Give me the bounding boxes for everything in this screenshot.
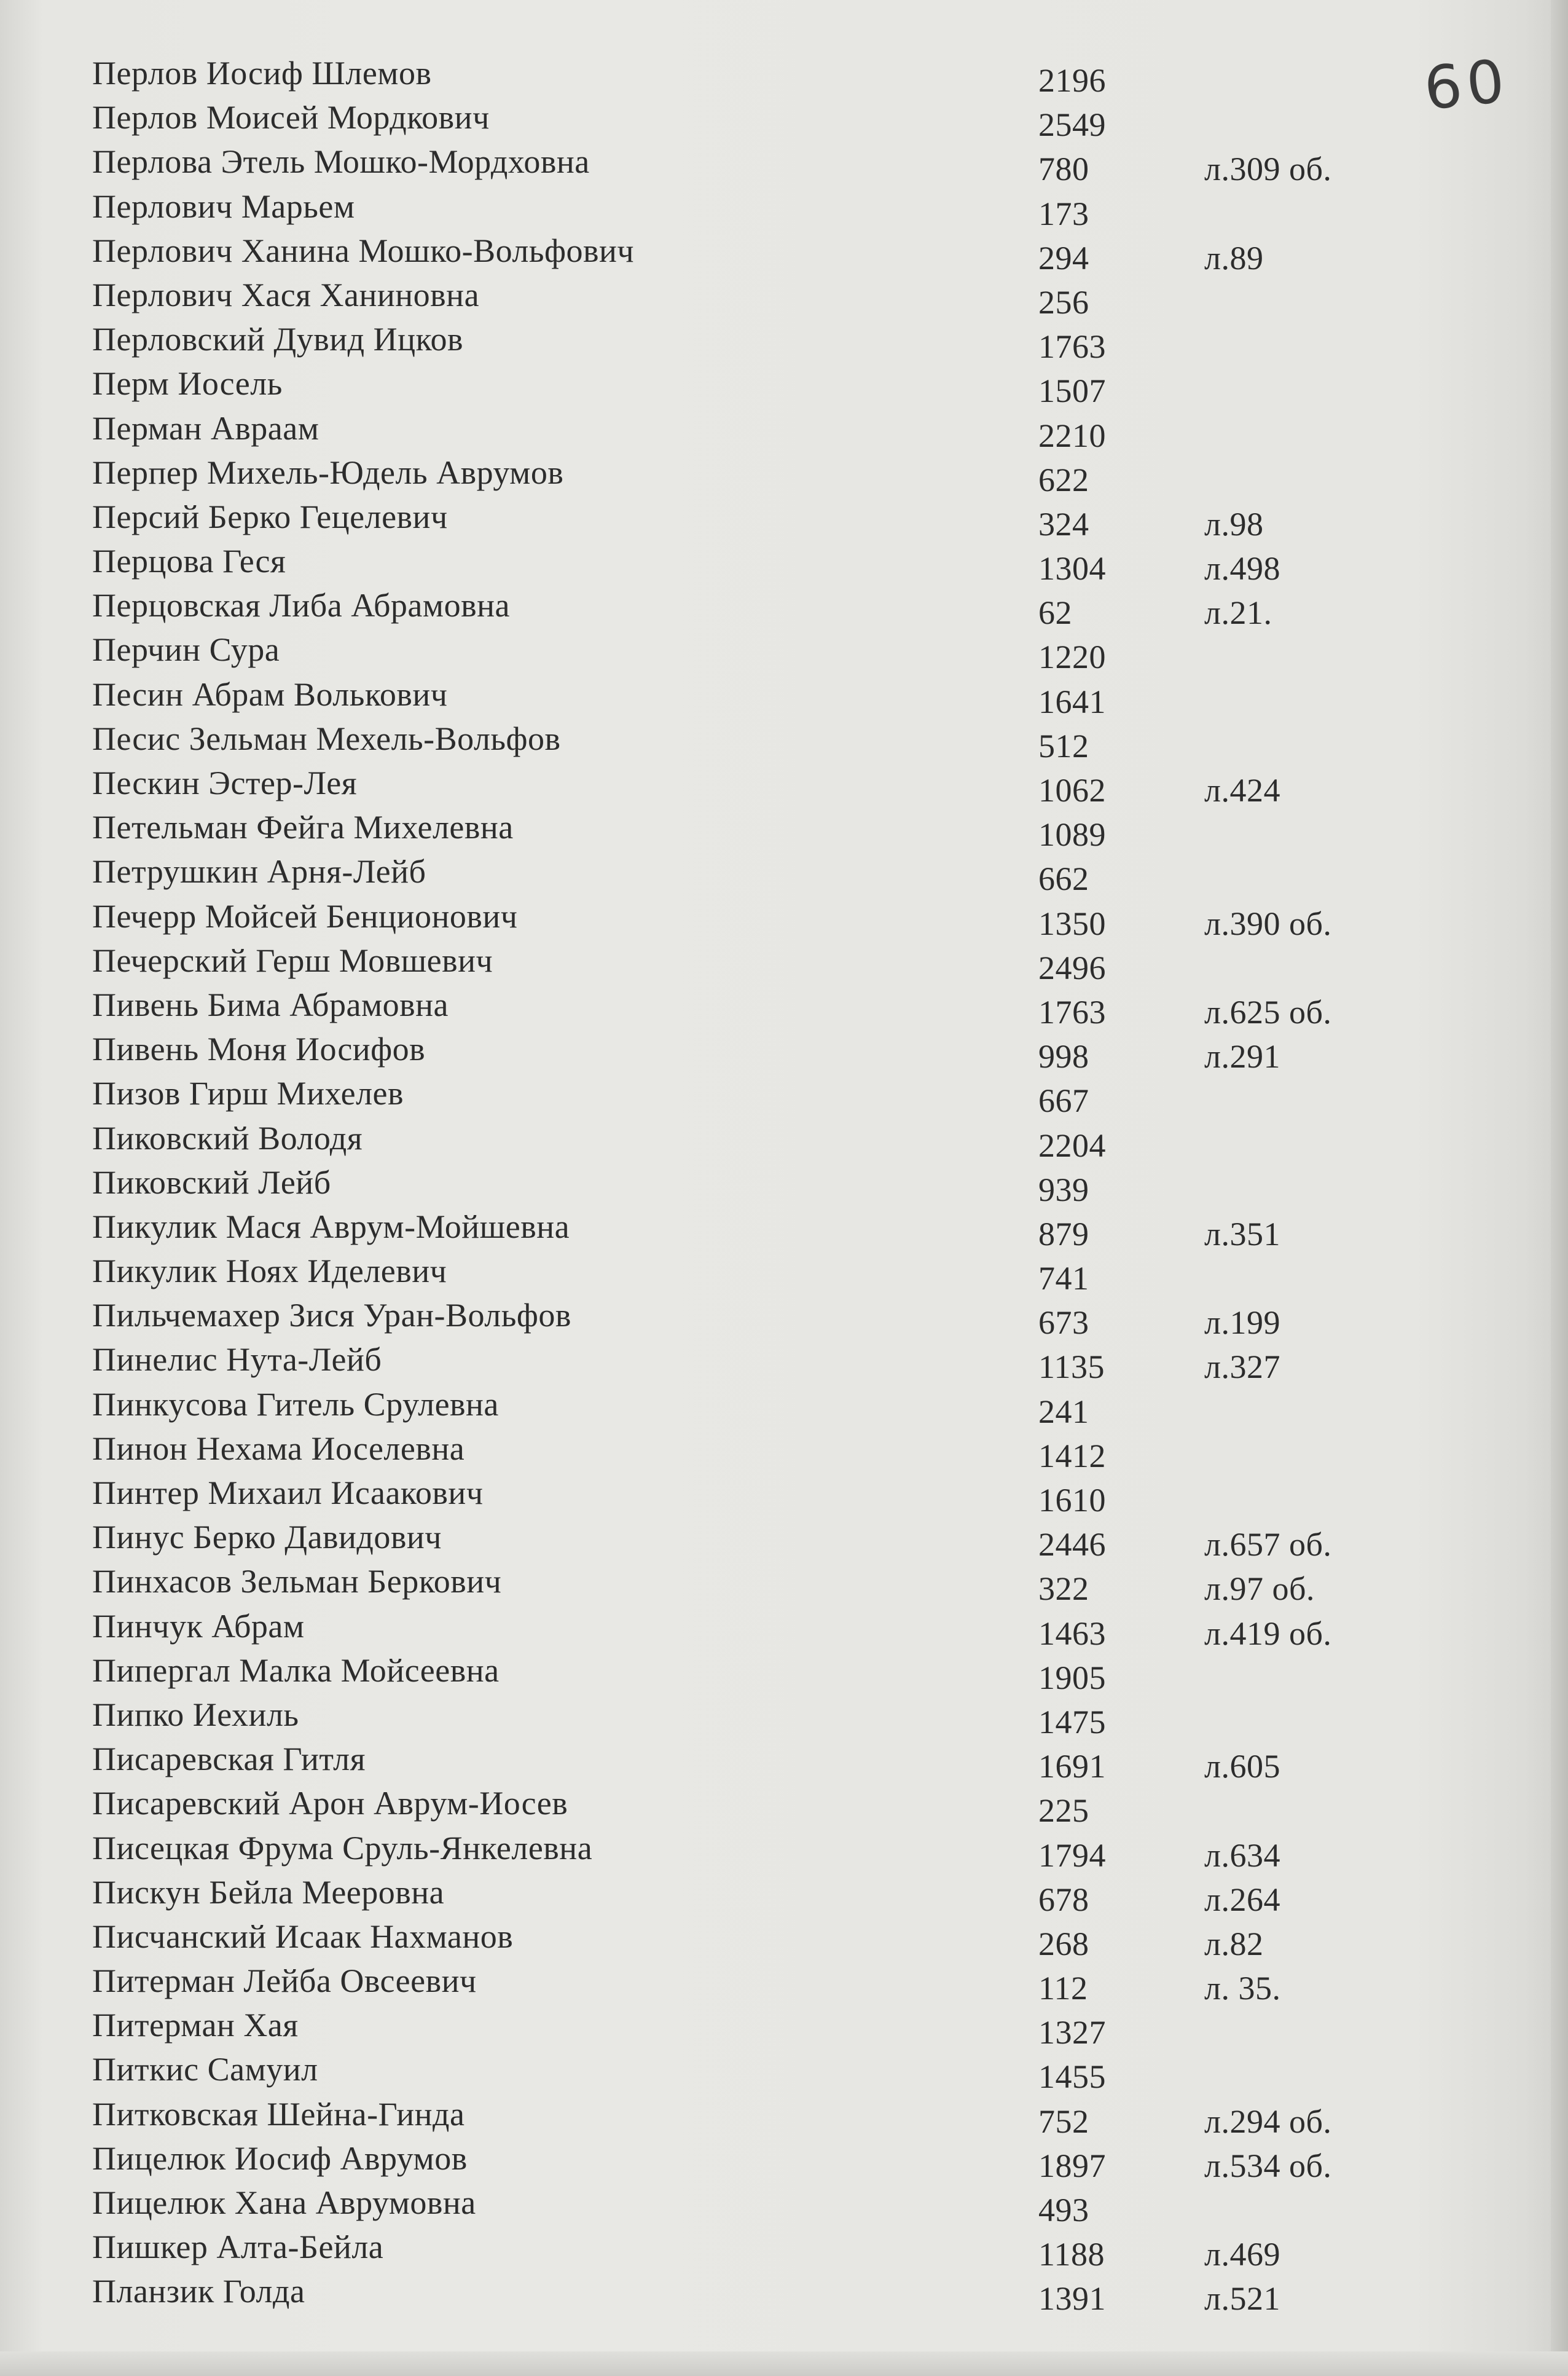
entry-name: Пиковский Лейб: [92, 1163, 331, 1201]
entry-name: Перцовская Либа Абрамовна: [92, 587, 510, 624]
entry-name: Петельман Фейга Михелевна: [92, 809, 514, 846]
list-item: [92, 720, 1382, 764]
entry-number: 741: [1038, 1260, 1089, 1297]
entry-name: Перлова Этель Мошко-Мордховна: [92, 143, 590, 181]
entry-number: 1610: [1038, 1482, 1106, 1519]
list-item: [92, 54, 1382, 98]
entry-name: Планзик Голда: [92, 2273, 305, 2310]
list-item: [92, 2006, 1382, 2050]
entry-number: 512: [1038, 727, 1089, 765]
list-item: [92, 1430, 1382, 1474]
entry-number: 752: [1038, 2103, 1089, 2140]
entry-number: 256: [1038, 283, 1089, 321]
list-item: [92, 1607, 1382, 1651]
entry-name: Перпер Михель-Юдель Аврумов: [92, 454, 564, 491]
entry-number: 1412: [1038, 1437, 1106, 1474]
entry-number: 225: [1038, 1792, 1089, 1830]
entry-name: Пипко Иехиль: [92, 1696, 299, 1733]
entry-sheet-reference: л.82: [1204, 1925, 1264, 1962]
entry-name: Пинелис Нута-Лейб: [92, 1341, 382, 1379]
entry-name: Перман Авраам: [92, 409, 319, 447]
entry-name: Печерский Герш Мовшевич: [92, 942, 493, 979]
entry-number: 1327: [1038, 2014, 1106, 2051]
entry-sheet-reference: л.291: [1204, 1038, 1280, 1076]
list-item: [92, 2050, 1382, 2095]
entry-sheet-reference: л.424: [1204, 772, 1280, 809]
entry-name: Перцова Геся: [92, 543, 286, 580]
entry-sheet-reference: л.534 об.: [1204, 2147, 1332, 2184]
entry-number: 1507: [1038, 372, 1106, 410]
entry-number: 622: [1038, 461, 1089, 498]
list-item: [92, 2184, 1382, 2228]
list-item: [92, 1296, 1382, 1340]
entry-number: 662: [1038, 860, 1089, 898]
list-item: [92, 675, 1382, 720]
entry-sheet-reference: л.199: [1204, 1304, 1280, 1342]
entry-name: Писаревский Арон Аврум-Иосев: [92, 1785, 568, 1822]
list-item: [92, 1740, 1382, 1784]
list-item: [92, 1030, 1382, 1074]
entry-sheet-reference: л.264: [1204, 1881, 1280, 1918]
list-item: [92, 232, 1382, 276]
list-item: [92, 764, 1382, 808]
list-item: [92, 586, 1382, 631]
entry-name: Персий Берко Гецелевич: [92, 498, 448, 535]
entry-number: 1897: [1038, 2147, 1106, 2184]
list-item: [92, 1696, 1382, 1740]
entry-number: 1089: [1038, 816, 1106, 854]
entry-name: Пицелюк Иосиф Аврумов: [92, 2139, 468, 2177]
entry-number: 998: [1038, 1038, 1089, 1076]
list-item: [92, 409, 1382, 454]
list-item: [92, 143, 1382, 187]
list-item: [92, 1385, 1382, 1430]
entry-number: 1455: [1038, 2058, 1106, 2096]
entry-number: 1350: [1038, 905, 1106, 942]
entry-name: Перлович Марьем: [92, 187, 355, 225]
entry-sheet-reference: л.469: [1204, 2236, 1280, 2273]
entry-number: 322: [1038, 1570, 1089, 1608]
entry-name: Писецкая Фрума Сруль-Янкелевна: [92, 1829, 593, 1867]
entry-name: Перчин Сура: [92, 631, 280, 669]
entry-name: Печерр Мойсей Бенционович: [92, 897, 518, 935]
page-edge-right: [1551, 0, 1568, 2376]
list-item: [92, 2272, 1382, 2316]
entry-number: 112: [1038, 1970, 1088, 2007]
entry-name: Перлов Иосиф Шлемов: [92, 55, 432, 92]
entry-sheet-reference: л.294 об.: [1204, 2103, 1332, 2140]
entry-number: 879: [1038, 1215, 1089, 1253]
entry-name: Пишкер Алта-Бейла: [92, 2228, 384, 2266]
entry-name: Перлов Моисей Мордкович: [92, 99, 490, 136]
entry-number: 1062: [1038, 772, 1106, 809]
entry-name: Питерман Хая: [92, 2007, 299, 2044]
entry-number: 1304: [1038, 550, 1106, 588]
entry-sheet-reference: л.327: [1204, 1348, 1280, 1386]
entry-name: Пинон Нехама Иоселевна: [92, 1430, 465, 1467]
list-item: [92, 1074, 1382, 1119]
entry-number: 1391: [1038, 2280, 1106, 2318]
entry-number: 678: [1038, 1881, 1089, 1918]
entry-name: Пинчук Абрам: [92, 1607, 305, 1645]
entry-name: Пинкусова Гитель Срулевна: [92, 1385, 499, 1423]
entry-name: Пикулик Ноях Иделевич: [92, 1253, 447, 1290]
handwritten-page-number: 60: [1421, 46, 1513, 124]
entry-number: 268: [1038, 1925, 1089, 1962]
entry-number: 2204: [1038, 1127, 1106, 1164]
entry-name: Писаревская Гитля: [92, 1741, 366, 1778]
list-item: [92, 942, 1382, 986]
list-item: [92, 1208, 1382, 1252]
entry-name: Питковская Шейна-Гинда: [92, 2095, 465, 2133]
list-item: [92, 1873, 1382, 1918]
entry-number: 1763: [1038, 328, 1106, 366]
name-index-list: [92, 54, 1382, 2317]
entry-sheet-reference: л.605: [1204, 1748, 1280, 1785]
list-item: [92, 320, 1382, 364]
list-item: [92, 897, 1382, 942]
entry-number: 324: [1038, 505, 1089, 543]
entry-number: 173: [1038, 195, 1089, 232]
entry-name: Пивень Бима Абрамовна: [92, 986, 449, 1023]
entry-sheet-reference: л.21.: [1204, 594, 1272, 632]
entry-name: Перлович Ханина Мошко-Вольфович: [92, 232, 635, 269]
list-item: [92, 852, 1382, 897]
entry-number: 1463: [1038, 1615, 1106, 1652]
entry-sheet-reference: л.625 об.: [1204, 993, 1332, 1031]
entry-name: Перлович Хася Ханиновна: [92, 276, 480, 313]
list-item: [92, 2095, 1382, 2139]
list-item: [92, 98, 1382, 143]
list-item: [92, 1651, 1382, 1696]
entry-name: Песис Зельман Мехель-Вольфов: [92, 720, 561, 757]
list-item: [92, 2228, 1382, 2272]
entry-number: 1905: [1038, 1659, 1106, 1696]
list-item: [92, 986, 1382, 1030]
entry-name: Петрушкин Арня-Лейб: [92, 853, 426, 891]
entry-number: 241: [1038, 1393, 1089, 1430]
entry-name: Пицелюк Хана Аврумовна: [92, 2184, 476, 2221]
entry-name: Пискун Бейла Мееровна: [92, 1873, 445, 1911]
entry-sheet-reference: л.98: [1204, 505, 1264, 543]
entry-number: 1135: [1038, 1348, 1105, 1386]
entry-number: 667: [1038, 1082, 1089, 1120]
entry-number: 2196: [1038, 62, 1106, 99]
entry-name: Перловский Дувид Ицков: [92, 321, 463, 358]
entry-name: Перм Иосель: [92, 365, 283, 403]
list-item: [92, 1119, 1382, 1163]
entry-sheet-reference: л. 35.: [1204, 1970, 1281, 2007]
entry-name: Пильчемахер Зися Уран-Вольфов: [92, 1297, 571, 1334]
entry-name: Питерман Лейба Овсеевич: [92, 1962, 477, 2000]
entry-name: Пинхасов Зельман Беркович: [92, 1563, 502, 1600]
page-edge-bottom: [0, 2351, 1568, 2376]
list-item: [92, 1829, 1382, 1873]
entry-number: 2446: [1038, 1526, 1106, 1564]
entry-sheet-reference: л.419 об.: [1204, 1615, 1332, 1652]
entry-name: Пинус Берко Давидович: [92, 1519, 442, 1556]
entry-name: Пикулик Мася Аврум-Мойшевна: [92, 1208, 570, 1245]
entry-name: Пивень Моня Иосифов: [92, 1031, 426, 1068]
entry-number: 493: [1038, 2192, 1089, 2228]
list-item: [92, 1163, 1382, 1208]
entry-sheet-reference: л.657 об.: [1204, 1526, 1332, 1564]
list-item: [92, 1252, 1382, 1296]
entry-number: 939: [1038, 1171, 1089, 1208]
entry-name: Питкис Самуил: [92, 2051, 318, 2088]
entry-number: 62: [1038, 594, 1072, 632]
entry-number: 673: [1038, 1304, 1089, 1342]
entry-sheet-reference: л.634: [1204, 1836, 1280, 1874]
list-item: [92, 1918, 1382, 1962]
list-item: [92, 364, 1382, 409]
entry-number: 2210: [1038, 417, 1106, 454]
list-item: [92, 542, 1382, 586]
entry-number: 294: [1038, 239, 1089, 277]
entry-number: 780: [1038, 151, 1089, 188]
list-item: [92, 808, 1382, 852]
entry-number: 1794: [1038, 1836, 1106, 1874]
list-item: [92, 454, 1382, 498]
entry-number: 1188: [1038, 2236, 1105, 2273]
list-item: [92, 1340, 1382, 1385]
entry-number: 1763: [1038, 993, 1106, 1031]
entry-sheet-reference: л.89: [1204, 239, 1264, 277]
entry-name: Писчанский Исаак Нахманов: [92, 1918, 514, 1955]
entry-sheet-reference: л.97 об.: [1204, 1570, 1315, 1608]
entry-number: 1475: [1038, 1703, 1106, 1741]
entry-sheet-reference: л.521: [1204, 2280, 1280, 2318]
list-item: [92, 276, 1382, 320]
list-item: [92, 1562, 1382, 1607]
list-item: [92, 1784, 1382, 1828]
entry-name: Пиковский Володя: [92, 1119, 363, 1157]
list-item: [92, 1518, 1382, 1562]
entry-name: Пескин Эстер-Лея: [92, 765, 358, 801]
list-item: [92, 2139, 1382, 2184]
entry-name: Пизов Гирш Михелев: [92, 1075, 404, 1112]
entry-number: 2496: [1038, 949, 1106, 986]
entry-number: 2549: [1038, 106, 1106, 144]
entry-sheet-reference: л.309 об.: [1204, 151, 1332, 188]
list-item: [92, 187, 1382, 232]
entry-name: Пинтер Михаил Исаакович: [92, 1474, 484, 1511]
entry-name: Песин Абрам Волькович: [92, 675, 448, 713]
entry-number: 1691: [1038, 1748, 1106, 1785]
entry-number: 1641: [1038, 683, 1106, 720]
entry-name: Пипергал Малка Мойсеевна: [92, 1651, 500, 1689]
entry-sheet-reference: л.498: [1204, 550, 1280, 588]
entry-sheet-reference: л.351: [1204, 1215, 1280, 1253]
entry-sheet-reference: л.390 об.: [1204, 905, 1332, 942]
list-item: [92, 631, 1382, 675]
list-item: [92, 1962, 1382, 2006]
list-item: [92, 498, 1382, 542]
list-item: [92, 1474, 1382, 1518]
entry-number: 1220: [1038, 639, 1106, 676]
